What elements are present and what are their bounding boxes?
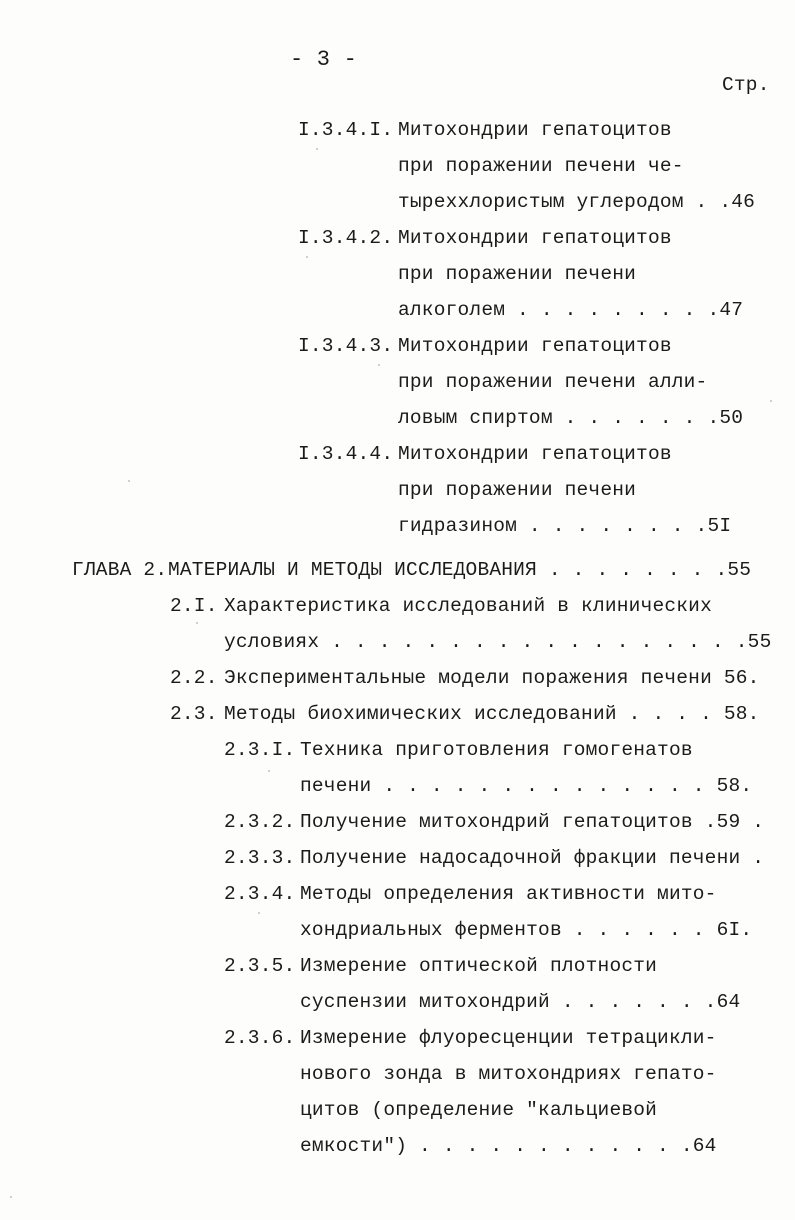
toc-line: тырехxлористым углеродом . .46 — [398, 191, 756, 213]
page-column-header: Стр. — [722, 74, 770, 96]
page-number: - 3 - — [290, 47, 358, 72]
toc-line: Митохондрии гепатоцитов — [398, 227, 672, 249]
toc-line: алкоголем . . . . . . . . .47 — [398, 299, 744, 321]
toc-line: Методы определения активности мито- — [300, 883, 717, 905]
toc-number: I.3.4.2. — [298, 227, 394, 249]
toc-line: цитов (определение "кальциевой — [300, 1099, 658, 1121]
toc-number: 2.3.I. — [224, 739, 296, 761]
toc-line: суспензии митохондрий . . . . . . .64 — [300, 991, 741, 1013]
toc-number: 2.3.4. — [224, 883, 296, 905]
toc-number: 2.3.3. — [224, 847, 296, 869]
toc-line: Измерение флуоресценции тетрацикли- — [300, 1027, 717, 1049]
scan-speck — [196, 622, 198, 624]
toc-line: Получение надосадочной фракции печени . — [300, 847, 765, 869]
toc-number: I.3.4.I. — [298, 119, 394, 141]
toc-line: Экспериментальные модели поражения печени 56. — [224, 667, 760, 689]
toc-line: гидразином . . . . . . . .5I — [398, 515, 732, 537]
toc-line: Техника приготовления гомогенатов — [300, 739, 693, 761]
toc-line: условиях . . . . . . . . . . . . . . . . . .55 — [224, 631, 772, 653]
toc-line: Получение митохондрий гепатоцитов .59 . — [300, 811, 765, 833]
toc-number: 2.I. — [170, 595, 218, 617]
toc-line: Митохондрии гепатоцитов — [398, 335, 672, 357]
toc-line: ловым спиртом . . . . . . .50 — [398, 407, 744, 429]
toc-line: при поражении печени — [398, 263, 637, 285]
scan-speck — [268, 770, 270, 772]
toc-line: хондриальных ферментов . . . . . . 6I. — [300, 919, 753, 941]
scan-speck — [10, 1196, 12, 1198]
scan-speck — [306, 256, 308, 258]
toc-number: I.3.4.4. — [298, 443, 394, 465]
scan-speck — [770, 400, 772, 402]
toc-line: Характеристика исследований в клинических — [224, 595, 712, 617]
toc-line: Измерение оптической плотности — [300, 955, 658, 977]
chapter-title: МАТЕРИАЛЫ И МЕТОДЫ ИССЛЕДОВАНИЯ . . . . . . . .55 — [168, 559, 752, 581]
toc-line: Методы биохимических исследований . . . . 58. — [224, 703, 760, 725]
toc-line: емкости") . . . . . . . . . . . .64 — [300, 1135, 717, 1157]
toc-number: 2.3. — [170, 703, 218, 725]
toc-line: Митохондрии гепатоцитов — [398, 443, 672, 465]
toc-line: печени . . . . . . . . . . . . . . 58. — [300, 775, 753, 797]
scan-speck — [258, 912, 260, 914]
chapter-number: ГЛАВА 2. — [72, 559, 168, 581]
toc-line: при поражении печени — [398, 479, 637, 501]
toc-number: 2.3.2. — [224, 811, 296, 833]
toc-line: Митохондрии гепатоцитов — [398, 119, 672, 141]
toc-line: нового зонда в митохондриях гепато- — [300, 1063, 717, 1085]
toc-number: 2.3.5. — [224, 955, 296, 977]
toc-number: I.3.4.3. — [298, 335, 394, 357]
scan-speck — [128, 480, 130, 482]
scan-speck — [316, 148, 318, 150]
scan-speck — [378, 364, 380, 366]
toc-number: 2.2. — [170, 667, 218, 689]
toc-number: 2.3.6. — [224, 1027, 296, 1049]
toc-line: при поражении печени алли- — [398, 371, 708, 393]
toc-line: при поражении печени че- — [398, 155, 684, 177]
